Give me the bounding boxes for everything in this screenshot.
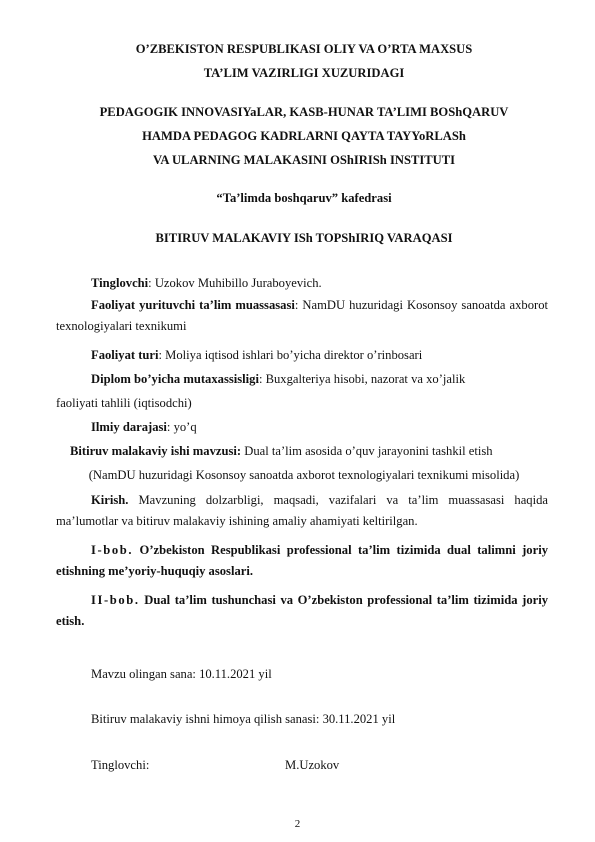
student-label: Tinglovchi bbox=[91, 276, 149, 290]
activity-field bbox=[91, 347, 422, 363]
chapter-1-title: O’zbekiston Respublikasi professional ta’lim tizimida dual talimni joriy etishning me’yoriy-huquqiy asoslari. bbox=[56, 543, 548, 578]
activity-label: Faoliyat turi bbox=[91, 348, 159, 362]
ministry-title-line-1: O’ZBEKISTON RESPUBLIKASI OLIY VA O’RTA MAXSUS bbox=[135, 42, 473, 56]
topic-label: Bitiruv malakaviy ishi mavzusi: bbox=[70, 444, 242, 458]
signature-name: M.Uzokov bbox=[285, 758, 340, 772]
department-name: “Ta’limda boshqaruv” kafedrasi bbox=[216, 191, 392, 205]
ministry-title-line-2: TA’LIM VAZIRLIGI XUZURIDAGI bbox=[203, 66, 405, 80]
defense-date: Bitiruv malakaviy ishni himoya qilish sanasi: 30.11.2021 yil bbox=[91, 712, 396, 726]
organization-field bbox=[56, 295, 548, 337]
diploma-label: Diplom bo’yicha mutaxassisligi bbox=[91, 372, 259, 386]
chapter-1-label: I-bob. bbox=[91, 543, 134, 557]
chapter-1 bbox=[56, 540, 548, 582]
topic-value: Dual ta’lim asosida o’quv jarayonini tashkil etish bbox=[241, 444, 493, 458]
diploma-value-continuation: faoliyati tahlili (iqtisodchi) bbox=[56, 396, 192, 410]
degree-field bbox=[91, 419, 197, 435]
organization-value: : NamDU huzuridagi Kosonsoy sanoatda axborot texnologiyalari texnikumi bbox=[56, 298, 548, 333]
chapter-2-label: II-bob. bbox=[91, 593, 140, 607]
student-field bbox=[91, 275, 322, 291]
introduction-label: Kirish. bbox=[91, 493, 129, 507]
diploma-field bbox=[91, 371, 465, 387]
institute-title-line-2: HAMDA PEDAGOG KADRLARNI QAYTA TAYYoRLASh bbox=[142, 129, 466, 143]
topic-value-continuation: (NamDU huzuridagi Kosonsoy sanoatda axborot texnologiyalari texnikumi misolida) bbox=[88, 468, 520, 482]
activity-value: : Moliya iqtisod ishlari bo’yicha direktor o’rinbosari bbox=[158, 348, 423, 362]
degree-label: Ilmiy darajasi bbox=[91, 420, 167, 434]
introduction-section bbox=[56, 490, 548, 532]
topic-field bbox=[70, 443, 493, 459]
signature-label: Tinglovchi: bbox=[91, 758, 150, 772]
introduction-text: Mavzuning dolzarbligi, maqsadi, vazifalari va ta’lim muassasasi haqida ma’lumotlar va bitiruv malakaviy ishining amaliy ahamiyati keltirilgan. bbox=[56, 493, 548, 528]
chapter-2-title: Dual ta’lim tushunchasi va O’zbekiston professional ta’lim tizimida joriy etish. bbox=[56, 593, 548, 628]
diploma-value: : Buxgalteriya hisobi, nazorat va xo’jalik bbox=[258, 372, 466, 386]
page-number: 2 bbox=[294, 818, 301, 830]
degree-value: : yo’q bbox=[166, 420, 197, 434]
institute-title-line-1: PEDAGOGIK INNOVASIYaLAR, KASB-HUNAR TA’LIMI BOShQARUV bbox=[99, 105, 509, 119]
chapter-2 bbox=[56, 590, 548, 632]
form-title: BITIRUV MALAKAVIY ISh TOPShIRIQ VARAQASI bbox=[155, 231, 453, 245]
organization-label: Faoliyat yurituvchi ta’lim muassasasi bbox=[91, 298, 295, 312]
institute-title-line-3: VA ULARNING MALAKASINI OShIRISh INSTITUTI bbox=[152, 153, 456, 167]
student-value: : Uzokov Muhibillo Juraboyevich. bbox=[148, 276, 322, 290]
assigned-date: Mavzu olingan sana: 10.11.2021 yil bbox=[91, 667, 272, 681]
